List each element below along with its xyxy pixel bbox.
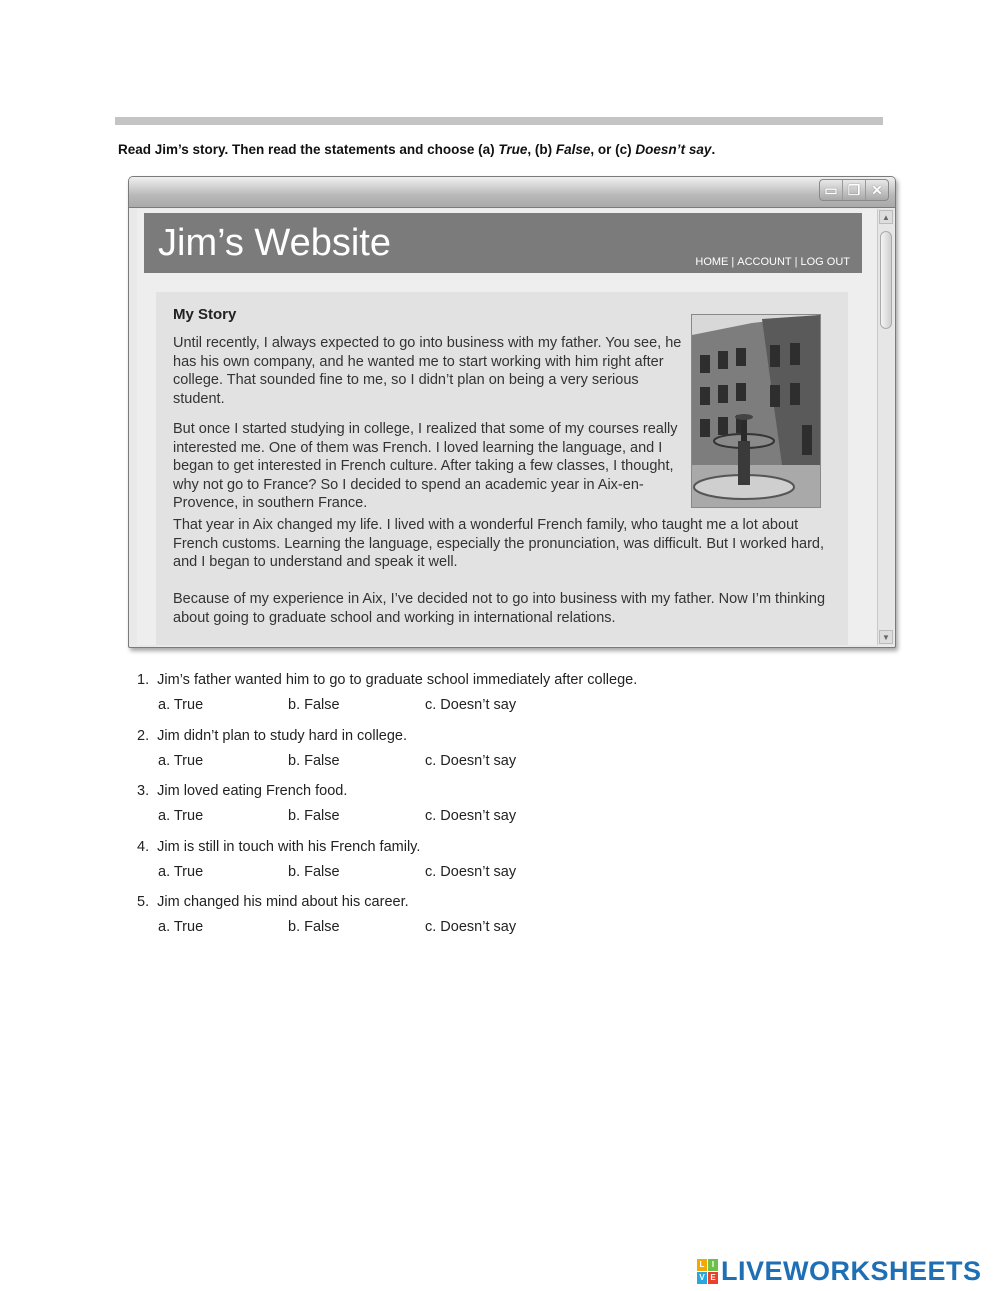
scroll-down-icon[interactable]: ▼ [879,630,893,644]
option-false[interactable]: b. False [288,919,340,935]
window-titlebar [129,177,895,208]
story-panel [156,292,848,645]
option-doesnt-say[interactable]: c. Doesn’t say [425,864,517,880]
site-header [144,213,862,273]
question-stem: 4. Jim is still in touch with his French family. [137,839,421,855]
option-true[interactable]: a. True [158,919,204,935]
fountain-photo [691,314,821,508]
minimize-icon[interactable]: ▭ [824,182,838,198]
question-item [137,839,837,889]
question-item [137,783,837,833]
close-icon[interactable]: ✕ [865,180,888,200]
logo-mark-letter: E [708,1272,718,1284]
instructions: Read Jim’s story. Then read the statements and choose (a) True, (b) False, or (c) Doesn’t say. [118,142,716,157]
option-false[interactable]: b. False [288,697,340,713]
story-paragraph: Until recently, I always expected to go into business with my father. You see, he has his own company, and he wanted me to start working with him right after college. That sounded fine to me, so I didn’t plan on being a very serious student. [173,335,682,407]
option-false[interactable]: b. False [288,753,340,769]
option-doesnt-say[interactable]: c. Doesn’t say [425,808,517,824]
option-true[interactable]: a. True [158,808,204,824]
option-true[interactable]: a. True [158,753,204,769]
question-item [137,894,837,944]
site-nav [695,256,850,268]
restore-icon[interactable]: ❐ [842,180,865,200]
question-stem: 3. Jim loved eating French food. [137,783,348,799]
question-stem: 2. Jim didn’t plan to study hard in college. [137,728,408,744]
browser-window [128,176,896,648]
logo-mark-letter: V [697,1272,707,1284]
story-paragraph: But once I started studying in college, I realized that some of my courses really interested me. One of them was French. I loved learning the language, and I began to get interested in French culture. After taking a few classes, I thought, why not go to France? So I decided to spend an academic year in Aix-en-Provence, in southern France. [173,421,678,511]
option-true[interactable]: a. True [158,864,204,880]
logo-text: LIVEWORKSHEETS [721,1255,982,1286]
top-divider [115,117,883,125]
option-doesnt-say[interactable]: c. Doesn’t say [425,697,517,713]
page-viewport [137,209,877,645]
question-item [137,728,837,778]
liveworksheets-logo [697,1255,982,1286]
story-paragraph: That year in Aix changed my life. I lived with a wonderful French family, who taught me a lot about French customs. Learning the language, especially the pronunciation, was difficult. But I worked hard, and I began to understand and speak it well. [173,517,824,570]
nav-logout-link[interactable]: LOG OUT [800,256,850,268]
nav-separator: | [731,256,735,268]
logo-mark-icon [697,1259,718,1284]
window-controls [819,179,889,201]
nav-home-link[interactable]: HOME [695,256,729,268]
scroll-up-icon[interactable]: ▲ [879,210,893,224]
logo-mark-letter: I [708,1259,718,1271]
question-item [137,672,837,722]
question-stem: 1. Jim’s father wanted him to go to graduate school immediately after college. [137,672,638,688]
nav-separator: | [794,256,798,268]
option-false[interactable]: b. False [288,808,340,824]
option-doesnt-say[interactable]: c. Doesn’t say [425,919,517,935]
option-doesnt-say[interactable]: c. Doesn’t say [425,753,517,769]
nav-account-link[interactable]: ACCOUNT [737,256,792,268]
story-paragraph: Because of my experience in Aix, I’ve decided not to go into business with my father. Now I’m thinking about going to graduate school and working in international relations. [173,591,826,626]
option-false[interactable]: b. False [288,864,340,880]
logo-mark-letter: L [697,1259,707,1271]
story-heading: My Story [173,306,237,323]
vertical-scrollbar[interactable] [877,209,894,645]
question-stem: 5. Jim changed his mind about his career. [137,894,409,910]
site-title: Jim’s Website [158,222,391,264]
option-true[interactable]: a. True [158,697,204,713]
scroll-thumb[interactable] [880,231,892,329]
